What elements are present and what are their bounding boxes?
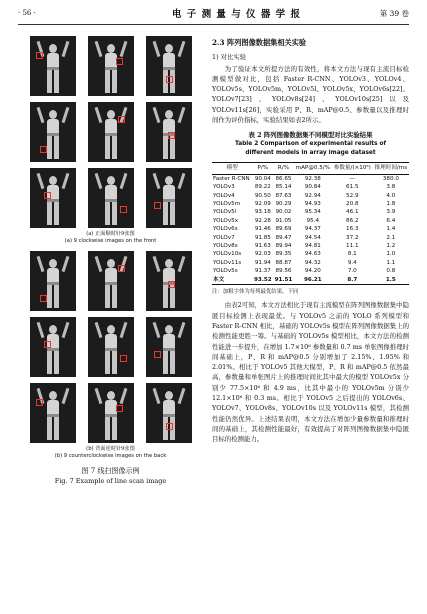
back-scan-image bbox=[88, 317, 134, 377]
table-cell: 87.63 bbox=[275, 192, 292, 199]
table-cell: 93.18 bbox=[254, 209, 271, 216]
detection-box bbox=[44, 192, 51, 199]
table-cell: 2.1 bbox=[386, 234, 396, 241]
table-cell: 4.0 bbox=[386, 192, 396, 199]
body-silhouette bbox=[36, 41, 70, 93]
table-cell: 90.02 bbox=[275, 209, 292, 216]
table-cell: 9.4 bbox=[347, 259, 357, 266]
front-scan-image bbox=[30, 36, 76, 96]
table-cell: YOLOv5l bbox=[213, 209, 237, 216]
back-scan-image bbox=[30, 383, 76, 443]
body-silhouette bbox=[36, 173, 70, 225]
detection-box bbox=[40, 295, 47, 302]
subcaption-a-cn: (a) 正面顺时针9张图 bbox=[86, 231, 135, 237]
table-cell: 89.69 bbox=[275, 226, 292, 233]
subcaption-b-en: (b) 9 counterclockwise images on the back bbox=[54, 453, 167, 459]
table-cell: Faster R-CNN bbox=[213, 175, 250, 182]
table-cell: 本文 bbox=[212, 276, 253, 285]
table-row bbox=[212, 208, 409, 216]
detection-box bbox=[118, 116, 125, 123]
table-cell: 91.63 bbox=[254, 243, 271, 250]
body-silhouette bbox=[152, 322, 186, 374]
back-scan-image bbox=[146, 317, 192, 377]
subcaption-a-en: (a) 9 clockwise images on the front bbox=[64, 238, 157, 244]
figure-column bbox=[18, 36, 203, 486]
subcaption-b bbox=[18, 446, 203, 460]
table-cell: 92.03 bbox=[254, 251, 271, 258]
back-scan-image bbox=[88, 383, 134, 443]
figure-caption-en: Fig. 7 Example of line scan image bbox=[54, 477, 167, 485]
table-cell: 94.20 bbox=[304, 268, 321, 275]
table-cell: YOLOv3 bbox=[213, 184, 235, 191]
table-cell: 91.94 bbox=[254, 259, 271, 266]
results-table bbox=[212, 162, 409, 285]
table-cell: 11.1 bbox=[346, 243, 359, 250]
table-cell: 37.2 bbox=[346, 234, 359, 241]
table-cell: 91.05 bbox=[275, 217, 292, 224]
journal-title: 电 子 测 量 与 仪 器 学 报 bbox=[172, 9, 301, 20]
volume-label: 第 39 卷 bbox=[379, 9, 409, 18]
body-silhouette bbox=[152, 41, 186, 93]
front-scan-image bbox=[146, 36, 192, 96]
table-cell: 90.04 bbox=[254, 175, 271, 182]
table-header-cell: 推理时间/ms bbox=[373, 163, 409, 174]
body-silhouette bbox=[94, 107, 128, 159]
table-cell: 20.8 bbox=[346, 201, 359, 207]
detection-box bbox=[154, 202, 161, 209]
subsection-title: 1) 对比实验 bbox=[212, 53, 247, 62]
table-cell: 91.37 bbox=[254, 268, 271, 275]
table-caption-cn: 表 2 阵列图像数据集不同模型对比实验结果 bbox=[248, 131, 373, 140]
table-cell: 6.4 bbox=[386, 217, 396, 224]
back-image-grid bbox=[18, 251, 203, 443]
table-row bbox=[212, 234, 409, 242]
table-cell: 92.09 bbox=[254, 201, 271, 207]
table-header-cell: P/% bbox=[253, 163, 274, 174]
table-cell: 88.87 bbox=[275, 259, 292, 266]
analysis-paragraph: 由表2可知，本文方法相比于现有主流模型在阵列图像数据集中隐匿目标检测上表现最优。与 YOLOv5 之前的 YOLO 系列模型和 Faster R-CNN 相比，基础的 YOLOv5s 模型在阵列图像数据集上的检测性能更胜一筹。与基础的 YOLOv5s 模型相比，本文方法的检测性能进一步提升，在增加 1.7×10⁶ 参数量和 0.7 ms 单张图像推理时间基础上，P、R 和 mAP@0.5 分别增加了 2.15%、1.95% 和 2.01%。相比于 YOLOv5 其他大模型，P、R 和 mAP@0.5 依然最高，参数量和单张图片上的推理时间比其中最大的模型 YOLOv5x 分别少 77.5×10⁶ 和 4.9 ms，比其中最小的 YOLOv5m 分别少 12.1×10⁶ 和 0.3 ms。相比于 YOLOv5 之后提出的 YOLOv6s、YOLOv7、YOLOv8s、YOLOv10s 以及 YOLOv11s 模型，其检测性能仍然优异。上述结果表明，本文方法在增加少量参数量和推理时间的基础上，其检测性能最好，有效提高了对阵列图像数据集中隐匿目标的检测能力。 bbox=[212, 301, 409, 444]
page-number: · 56 · bbox=[18, 9, 36, 17]
detection-box bbox=[116, 405, 123, 412]
table-header-cell: R/% bbox=[273, 163, 294, 174]
table-cell: YOLOv8s bbox=[213, 243, 238, 250]
table-cell: 94.93 bbox=[304, 201, 321, 207]
table-cell: 61.5 bbox=[346, 184, 359, 191]
table-cell: 7.0 bbox=[347, 268, 357, 275]
table-row bbox=[212, 225, 409, 233]
table-note: 注：加粗字体为每列最优结果，下同 bbox=[212, 289, 299, 296]
table-caption-en-1: Table 2 Comparison of experimental results of bbox=[234, 141, 387, 148]
table-cell: 89.47 bbox=[275, 234, 292, 241]
front-scan-image bbox=[146, 168, 192, 228]
table-cell: 86.2 bbox=[346, 217, 359, 224]
table-cell: 89.35 bbox=[275, 251, 292, 258]
table-cell: 3.9 bbox=[386, 209, 396, 216]
table-header-cell: mAP@0.5/% bbox=[294, 163, 332, 174]
back-scan-image bbox=[88, 251, 134, 311]
table-cell: YOLOv7 bbox=[213, 234, 235, 241]
table-row bbox=[212, 217, 409, 225]
table-cell: 1.8 bbox=[386, 201, 396, 207]
table-cell: 92.38 bbox=[304, 175, 321, 182]
detection-box bbox=[154, 351, 161, 358]
front-scan-image bbox=[30, 168, 76, 228]
table-cell: 91.46 bbox=[254, 226, 271, 233]
subcaption-b-cn: (b) 背面逆时针9张图 bbox=[86, 446, 135, 452]
table-cell: 94.81 bbox=[304, 243, 321, 250]
table-cell: 94.37 bbox=[304, 226, 321, 233]
table-cell: 1.2 bbox=[386, 243, 396, 250]
front-scan-image bbox=[88, 36, 134, 96]
detection-box bbox=[116, 58, 123, 65]
table-cell: YOLOv6s bbox=[213, 226, 238, 233]
table-cell: 52.9 bbox=[346, 192, 359, 199]
table-cell: 95.34 bbox=[304, 209, 321, 216]
table-cell: YOLOv10s bbox=[213, 251, 242, 258]
table-cell: 16.3 bbox=[346, 226, 359, 233]
table-cell: 8.7 bbox=[332, 276, 373, 285]
body-silhouette bbox=[152, 173, 186, 225]
body-silhouette bbox=[94, 256, 128, 308]
table-cell: YOLOv5s bbox=[213, 268, 238, 275]
table-cell: 91.85 bbox=[254, 234, 271, 241]
table-cell: 90.50 bbox=[254, 192, 271, 199]
table-cell: 93.52 bbox=[253, 276, 272, 283]
table-cell: 91.51 bbox=[274, 276, 293, 283]
front-scan-image bbox=[30, 102, 76, 162]
detection-box bbox=[40, 146, 47, 153]
table-cell: 380.0 bbox=[382, 175, 399, 182]
table-cell: 89.56 bbox=[275, 268, 292, 275]
body-silhouette bbox=[94, 41, 128, 93]
table-cell: 1.5 bbox=[373, 276, 409, 285]
front-image-grid bbox=[18, 36, 203, 228]
figure-caption bbox=[18, 466, 203, 486]
table-cell: YOLOv11s bbox=[213, 259, 242, 266]
table-header-cell: 参数量/(×10⁶) bbox=[332, 163, 373, 174]
front-scan-image bbox=[146, 102, 192, 162]
table-cell: 94.63 bbox=[304, 251, 321, 258]
table-row bbox=[212, 242, 409, 250]
section-title: 2.3 阵列图像数据集相关实验 bbox=[212, 38, 307, 47]
table-cell: — bbox=[349, 175, 356, 182]
table-header-cell: 模型 bbox=[212, 163, 253, 174]
table-body bbox=[212, 174, 409, 284]
table-cell: 1.4 bbox=[386, 226, 396, 233]
table-row bbox=[212, 250, 409, 258]
table-cell: 92.28 bbox=[254, 217, 271, 224]
front-scan-image bbox=[88, 102, 134, 162]
body-silhouette bbox=[36, 322, 70, 374]
table-cell: 0.8 bbox=[386, 268, 396, 275]
detection-box bbox=[36, 52, 43, 59]
table-cell: 85.14 bbox=[275, 184, 292, 191]
table-row bbox=[212, 267, 409, 275]
header-rule bbox=[18, 24, 409, 25]
detection-box bbox=[168, 281, 175, 288]
figure-caption-cn: 图 7 线扫图像示例 bbox=[81, 467, 140, 475]
detection-box bbox=[120, 206, 127, 213]
detection-box bbox=[36, 399, 43, 406]
table-cell: YOLOv5x bbox=[213, 217, 239, 224]
detection-box bbox=[166, 423, 173, 430]
back-scan-image bbox=[30, 317, 76, 377]
table-row bbox=[212, 259, 409, 267]
table-header-row bbox=[212, 163, 409, 174]
subcaption-a bbox=[18, 231, 203, 245]
table-cell: 92.94 bbox=[304, 192, 321, 199]
table-cell: 3.8 bbox=[386, 184, 396, 191]
table-cell: 96.21 bbox=[294, 276, 332, 285]
table-cell: 94.54 bbox=[304, 234, 321, 241]
page-header bbox=[0, 0, 427, 26]
table-cell: 90.29 bbox=[275, 201, 292, 207]
detection-box bbox=[120, 355, 127, 362]
body-silhouette bbox=[94, 388, 128, 440]
table-row bbox=[212, 276, 409, 285]
table-cell: YOLOv4 bbox=[213, 192, 235, 199]
table-row bbox=[212, 192, 409, 200]
table-cell: 89.94 bbox=[275, 243, 292, 250]
table-cell: 1.1 bbox=[386, 259, 396, 266]
table-cell: 8.1 bbox=[347, 251, 357, 258]
table-caption bbox=[212, 131, 409, 158]
back-scan-image bbox=[146, 383, 192, 443]
table-cell: YOLOv5m bbox=[213, 201, 241, 207]
body-silhouette bbox=[94, 173, 128, 225]
back-scan-image bbox=[146, 251, 192, 311]
detection-box bbox=[118, 265, 125, 272]
back-scan-image bbox=[30, 251, 76, 311]
table-caption-en-2: different models in array image dataset bbox=[245, 150, 376, 157]
table-row bbox=[212, 183, 409, 191]
body-silhouette bbox=[94, 322, 128, 374]
body-silhouette bbox=[152, 388, 186, 440]
text-column bbox=[212, 36, 409, 445]
table-cell: 94.32 bbox=[304, 259, 321, 266]
table-cell: 46.1 bbox=[346, 209, 359, 216]
table-row bbox=[212, 174, 409, 183]
body-silhouette bbox=[36, 388, 70, 440]
table-cell: 90.84 bbox=[304, 184, 321, 191]
front-scan-image bbox=[88, 168, 134, 228]
table-cell: 1.0 bbox=[386, 251, 396, 258]
table-cell: 95.4 bbox=[306, 217, 320, 224]
detection-box bbox=[168, 132, 175, 139]
detection-box bbox=[166, 76, 173, 83]
table-cell: 86.65 bbox=[275, 175, 292, 182]
intro-paragraph: 为了验证本文所提方法的有效性，将本文方法与现有主流目标检测模型做对比，包括 Faster R-CNN、YOLOv3、YOLOv4、YOLOv5s、YOLOv5m、YOLOv5l、YOLOv5x、YOLOv6s[22]、YOLOv7[23]、YOLOv8s[24]、YOLOv10s[25]以及 YOLOv11s[26]，实验采用 P、R、mAP@0.5、参数量以及推理时间作为评价指标，实验结果如表2所示。 bbox=[212, 64, 409, 125]
table-row bbox=[212, 200, 409, 208]
table-cell: 89.22 bbox=[254, 184, 271, 191]
detection-box bbox=[44, 341, 51, 348]
